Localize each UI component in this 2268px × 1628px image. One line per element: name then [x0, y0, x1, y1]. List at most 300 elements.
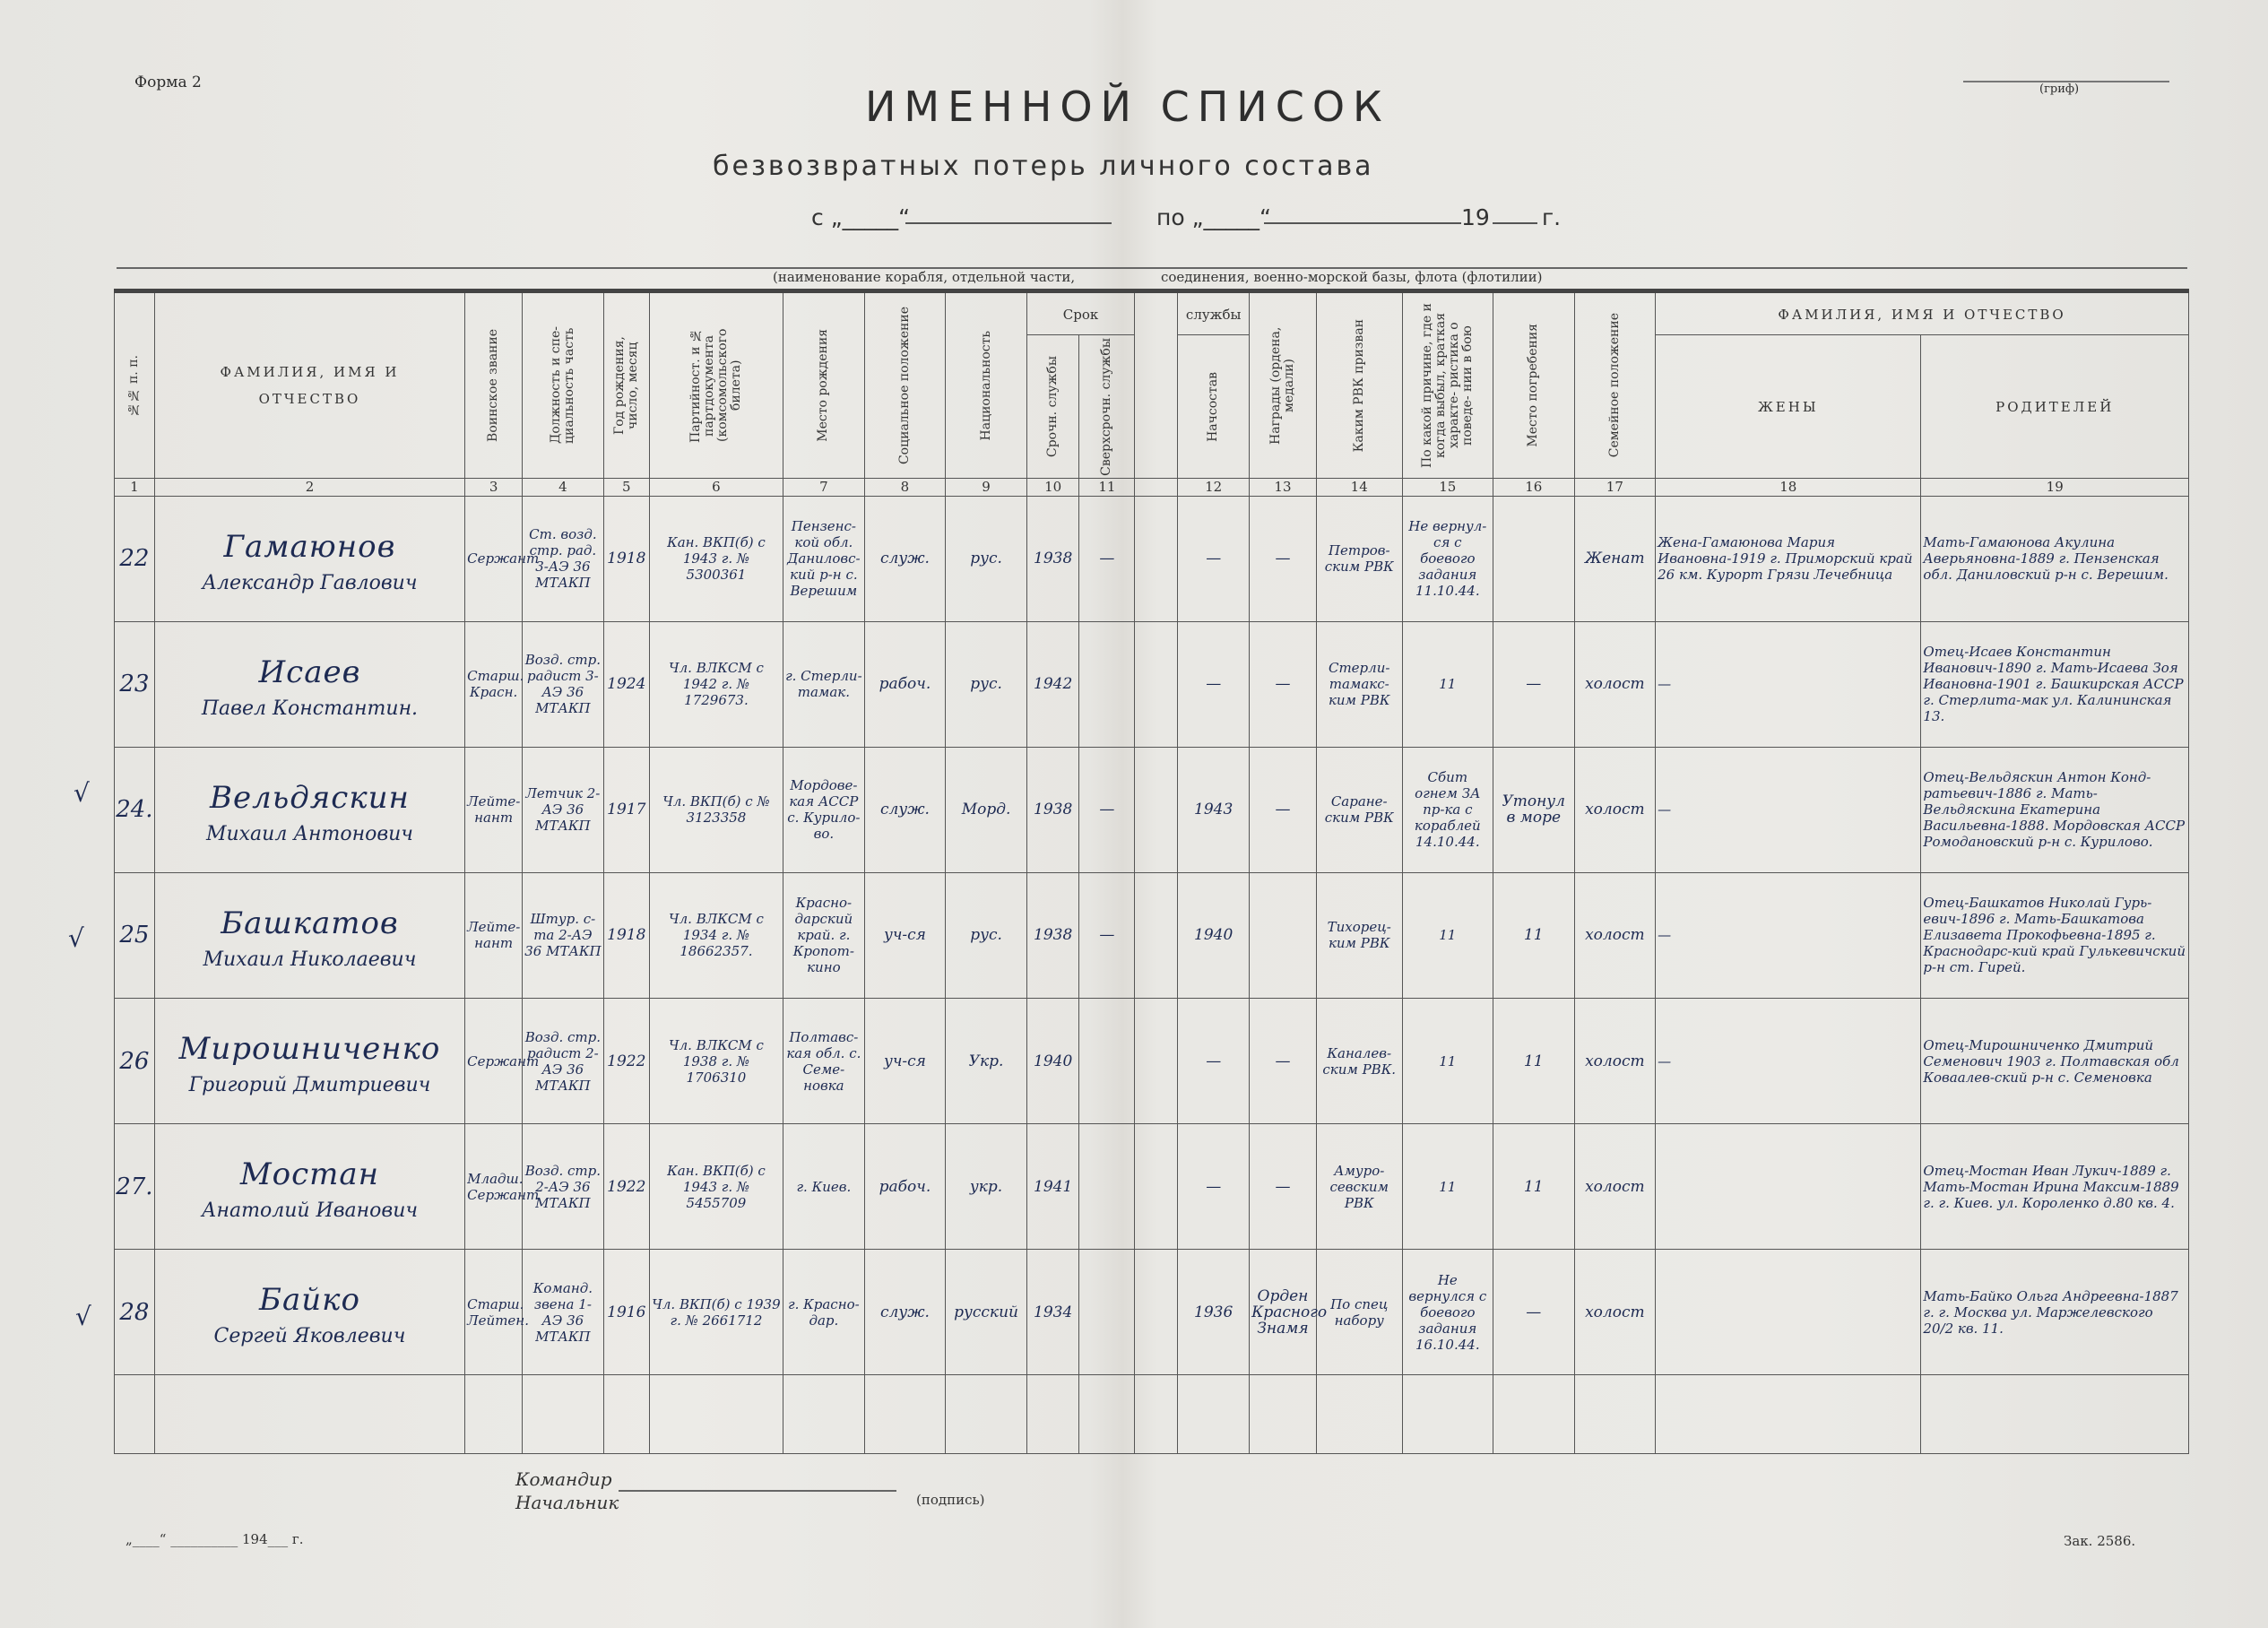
cell-sverh — [1079, 747, 1135, 872]
unit-caption-left: (наименование корабля, отдельной части, — [773, 269, 1076, 285]
table-row — [115, 496, 2189, 621]
cell-nach — [1178, 999, 1250, 1124]
table-row — [115, 1124, 2189, 1250]
cell-sverh — [1079, 621, 1135, 747]
col-nach-header: Начсостав — [1178, 335, 1250, 479]
cell-reason — [1402, 1124, 1493, 1250]
row-number-text: 28 — [119, 1298, 150, 1326]
awards-text: — — [1275, 1177, 1291, 1196]
cell-full-name — [154, 621, 464, 747]
cell-reason — [1402, 747, 1493, 872]
social-text: рабоч. — [879, 1177, 931, 1196]
srok-text: 1938 — [1034, 550, 1073, 568]
grif-caption: (гриф) — [2039, 82, 2080, 96]
col-party-header: Партийност. и № партдокумента (комсомольского билета) — [649, 291, 783, 479]
parents-text: Отец-Башкатов Николай Гурь-евич-1896 г. Мать-Башкатова Елизавета Прокофьевна-1895 г. Краснодарс-кий край Гулькевичский р-н ст. Гирей. — [1923, 895, 2186, 976]
cell-post — [523, 872, 604, 998]
cell-rank — [465, 872, 523, 998]
parents-text: Мать-Байко Ольга Андреевна-1887 г. г. Москва ул. Маржелевского 20/2 кв. 11. — [1923, 1287, 2178, 1337]
srok-text: 1940 — [1034, 1052, 1073, 1070]
col-rank-header: Воинское звание — [465, 291, 523, 479]
column-numbers-row: 1 2 3 4 5 6 7 8 9 10 11 12 13 14 15 16 17 18 19 — [115, 479, 2189, 497]
cell-birth-year — [603, 1250, 649, 1375]
chief-label: Начальник — [515, 1492, 619, 1513]
cell-reason — [1402, 496, 1493, 621]
srok-text: 1941 — [1034, 1177, 1073, 1196]
given-names: Михаил Николаевич — [203, 948, 417, 971]
reason-text: 11 — [1439, 1178, 1457, 1195]
cell-srok — [1026, 1250, 1079, 1375]
birthplace-text: Мордове-кая АССР с. Курило-во. — [787, 777, 861, 843]
form-number: Форма 2 — [134, 74, 202, 91]
cell-nach — [1178, 1124, 1250, 1250]
family-text: Женат — [1585, 550, 1645, 568]
cell-party — [649, 1250, 783, 1375]
nation-text: Морд. — [961, 801, 1011, 819]
cell-post — [523, 747, 604, 872]
surname: Башкатов — [221, 905, 399, 941]
cell-burial — [1493, 1250, 1574, 1375]
birthplace-text: г. Киев. — [796, 1178, 852, 1195]
family-text: холост — [1585, 926, 1645, 945]
signature-caption: (подпись) — [916, 1492, 985, 1508]
given-names: Анатолий Иванович — [201, 1199, 419, 1223]
social-text: служ. — [879, 550, 930, 568]
nation-text: Укр. — [968, 1052, 1004, 1070]
surname: Байко — [258, 1282, 360, 1319]
cell-sverh — [1079, 1124, 1135, 1250]
signature-line — [619, 1490, 896, 1492]
rvk-text: Саране-ским РВК — [1324, 793, 1394, 827]
cell-birthplace — [783, 747, 865, 872]
cell-awards — [1250, 747, 1317, 872]
cell-nach — [1178, 496, 1250, 621]
rvk-text: Петров-ским РВК — [1324, 542, 1394, 576]
cell-awards — [1250, 999, 1317, 1124]
cell-wife — [1656, 999, 1921, 1124]
family-text: холост — [1585, 675, 1645, 694]
sverh-text — [1079, 682, 1134, 686]
nach-text: — — [1206, 675, 1222, 694]
rvk-text: Стерли-тамакс-ким РВК — [1328, 660, 1390, 709]
party-text: Чл. ВЛКСМ с 1938 г. № 1706310 — [669, 1036, 764, 1086]
page-subtitle: безвозвратных потерь личного состава — [713, 151, 1374, 182]
parents-text: Отец-Мирошниченко Дмитрий Семенович 1903 г. Полтавская обл Коваалев-ский р-н с. Семеновка — [1923, 1036, 2179, 1086]
family-text: холост — [1585, 1177, 1645, 1196]
birth-year-text: 1916 — [607, 1303, 646, 1321]
date-to: по „_____“ — [1156, 204, 1271, 230]
cell-party — [649, 621, 783, 747]
cell-burial — [1493, 621, 1574, 747]
given-names: Павел Константин. — [201, 697, 419, 720]
post-text: Ст. возд. стр. рад. 3-АЭ 36 МТАКП — [529, 526, 597, 592]
rank-text: Лейте-нант — [467, 793, 521, 827]
row-number-text: 22 — [119, 545, 150, 573]
row-number-text: 27. — [116, 1173, 153, 1200]
cell-reason — [1402, 999, 1493, 1124]
burial-text: — — [1526, 1303, 1542, 1321]
cell-srok — [1026, 496, 1079, 621]
date-to-line — [1264, 222, 1461, 224]
burial-text: Утонул в море — [1502, 792, 1565, 827]
cell-reason — [1402, 1250, 1493, 1375]
social-text: уч-ся — [883, 1052, 926, 1070]
srok-text: 1942 — [1034, 675, 1073, 694]
table-row — [115, 747, 2189, 872]
cell-burial — [1493, 496, 1574, 621]
birth-year-text: 1922 — [607, 1052, 646, 1070]
cell-awards — [1250, 1250, 1328, 1375]
burial-text: 11 — [1523, 926, 1544, 945]
srok-text: 1934 — [1034, 1303, 1073, 1321]
cell-nation — [946, 1124, 1027, 1250]
nation-text: рус. — [970, 675, 1002, 694]
cell-gap — [1135, 999, 1178, 1124]
cell-row-number — [115, 747, 155, 872]
col-burial-header: Место погребения — [1493, 291, 1574, 479]
date-from-line — [905, 222, 1112, 224]
col-no-header: №№ п. п. — [115, 291, 155, 479]
cell-reason — [1402, 872, 1493, 998]
year-suffix: г. — [1542, 204, 1562, 230]
year-line — [1493, 222, 1537, 224]
given-names: Григорий Дмитриевич — [188, 1074, 431, 1097]
col-srok-header: Срок — [1026, 291, 1134, 335]
cell-sverh — [1079, 872, 1135, 998]
birth-year-text: 1922 — [607, 1177, 646, 1196]
cell-social — [864, 999, 946, 1124]
col-wife-header: ЖЕНЫ — [1656, 335, 1921, 479]
cell-srok — [1026, 747, 1079, 872]
burial-text: 11 — [1523, 1052, 1544, 1070]
cell-rvk — [1316, 496, 1402, 621]
sverh-text — [1079, 1185, 1134, 1189]
cell-rvk — [1316, 1124, 1402, 1250]
srok-text: 1938 — [1034, 926, 1073, 945]
losses-table — [114, 289, 2189, 1454]
rvk-text: Тихорец-ким РВК — [1327, 919, 1391, 952]
cell-srok — [1026, 999, 1079, 1124]
col-post-header: Должность и спе- циальность часть — [523, 291, 604, 479]
cell-burial — [1493, 872, 1574, 998]
cell-birth-year — [603, 999, 649, 1124]
col-fio-header: ФАМИЛИЯ, ИМЯ И ОТЧЕСТВО — [154, 291, 464, 479]
page-title: ИМЕННОЙ СПИСОК — [865, 82, 1390, 131]
order-number: Зак. 2586. — [2064, 1533, 2136, 1549]
commander-label: Командир — [515, 1468, 612, 1490]
social-text: служ. — [879, 801, 930, 819]
cell-srok — [1026, 621, 1079, 747]
awards-text: — — [1275, 1052, 1291, 1070]
cell-row-number — [115, 1250, 155, 1375]
sverh-text: — — [1099, 801, 1115, 819]
cell-birthplace — [783, 1250, 865, 1375]
surname: Мостан — [239, 1156, 380, 1193]
family-text: холост — [1585, 801, 1645, 819]
cell-awards — [1250, 1124, 1317, 1250]
post-text: Летчик 2-АЭ 36 МТАКП — [525, 785, 601, 835]
cell-nation — [946, 747, 1027, 872]
table-row — [115, 999, 2189, 1124]
cell-social — [864, 1250, 946, 1375]
post-text: Команд. звена 1-АЭ 36 МТАКП — [532, 1279, 593, 1345]
cell-full-name — [154, 999, 464, 1124]
rank-text: Лейте-нант — [467, 919, 521, 952]
cell-birthplace — [783, 1124, 865, 1250]
cell-gap — [1135, 621, 1178, 747]
birth-year-text: 1917 — [607, 801, 646, 819]
srok-text: 1938 — [1034, 801, 1073, 819]
col-nation-header: Национальность — [946, 291, 1027, 479]
col-reason-header: По какой причине, где и когда выбыл, краткая характе- ристика о поведе- нии в бою — [1402, 291, 1493, 479]
empty-row — [115, 1375, 2189, 1454]
cell-parents — [1921, 872, 2189, 998]
cell-wife — [1656, 1250, 1921, 1375]
cell-party — [649, 496, 783, 621]
cell-nation — [946, 1250, 1027, 1375]
cell-awards — [1250, 496, 1317, 621]
cell-rvk — [1316, 999, 1402, 1124]
surname: Вельдяскин — [209, 779, 410, 816]
col-family-header: Семейное положение — [1574, 291, 1656, 479]
row-number-text: 23 — [119, 671, 150, 698]
cell-gap — [1135, 747, 1178, 872]
cell-parents — [1921, 747, 2189, 872]
checkmark: √ — [68, 923, 84, 953]
cell-rank — [465, 621, 523, 747]
reason-text: Не вернул-ся с боевого задания 11.10.44. — [1408, 518, 1487, 600]
col-sluzhby-header: службы — [1178, 291, 1250, 335]
cell-burial — [1493, 999, 1574, 1124]
nation-text: рус. — [970, 926, 1002, 945]
cell-rank — [465, 1124, 540, 1250]
cell-rank — [465, 496, 540, 621]
rvk-text: Амуро-севским РВК — [1329, 1162, 1389, 1211]
birth-year-text: 1918 — [607, 926, 646, 945]
cell-nach — [1178, 872, 1250, 998]
cell-family — [1574, 1250, 1656, 1375]
col-birthplace-header: Место рождения — [783, 291, 865, 479]
cell-nach — [1178, 621, 1250, 747]
cell-rank — [465, 747, 523, 872]
cell-social — [864, 747, 946, 872]
party-text: Чл. ВКП(б) с № 3123358 — [662, 793, 770, 827]
cell-sverh — [1079, 1250, 1135, 1375]
cell-family — [1574, 1124, 1656, 1250]
party-text: Чл. ВЛКСМ с 1934 г. № 18662357. — [669, 911, 764, 960]
cell-birth-year — [603, 872, 649, 998]
surname: Мирошниченко — [178, 1031, 441, 1068]
col-parents-header: РОДИТЕЛЕЙ — [1921, 335, 2189, 479]
cell-family — [1574, 872, 1656, 998]
sverh-text — [1079, 1311, 1134, 1314]
reason-text: Не вернулся с боевого задания 16.10.44. — [1408, 1271, 1487, 1353]
cell-rvk — [1316, 621, 1402, 747]
birthplace-text: Полтавс-кая обл. с. Семе-новка — [786, 1028, 861, 1094]
cell-row-number — [115, 621, 155, 747]
burial-text: 11 — [1523, 1177, 1544, 1196]
cell-rank — [465, 1250, 529, 1375]
col-birthyear-header: Год рождения, число, месяц — [603, 291, 649, 479]
parents-text: Отец-Исаев Константин Иванович-1890 г. Мать-Исаева Зоя Ивановна-1901 г. Башкирская АССР г. Стерлита-мак ул. Калининская 13. — [1923, 644, 2184, 725]
cell-post — [523, 1250, 604, 1375]
nation-text: рус. — [970, 550, 1002, 568]
given-names: Михаил Антонович — [205, 822, 413, 845]
party-text: Чл. ВЛКСМ с 1942 г. № 1729673. — [669, 660, 764, 709]
cell-party — [649, 872, 783, 998]
birthplace-text: г. Стерли-тамак. — [785, 668, 862, 701]
cell-wife — [1656, 1124, 1921, 1250]
cell-post — [523, 621, 604, 747]
checkmark: √ — [75, 1302, 91, 1331]
birthplace-text: Красно-дарский край. г. Кропот-кино — [792, 895, 854, 976]
cell-social — [864, 496, 946, 621]
rvk-text: По спец набору — [1330, 1295, 1389, 1329]
rvk-text: Каналев-ским РВК. — [1322, 1044, 1397, 1078]
cell-birth-year — [603, 1124, 649, 1250]
sverh-text: — — [1099, 926, 1115, 945]
awards-text — [1250, 933, 1316, 937]
nation-text: русский — [954, 1303, 1018, 1321]
cell-family — [1574, 496, 1656, 621]
cell-parents — [1921, 496, 2189, 621]
burial-text — [1493, 557, 1574, 560]
col-awards-header: Награды (ордена, медали) — [1250, 291, 1317, 479]
col-sverh-header: Сверхсрочн. службы — [1079, 335, 1135, 479]
footer-date: „____“ __________ 194___ г. — [126, 1531, 304, 1547]
col-social-header: Социальное положение — [864, 291, 946, 479]
cell-srok — [1026, 1124, 1079, 1250]
table-body — [115, 496, 2189, 1375]
cell-parents — [1921, 999, 2189, 1124]
awards-text: Орден Красного Знамя — [1251, 1286, 1328, 1338]
cell-nach — [1178, 1250, 1250, 1375]
cell-row-number — [115, 496, 155, 621]
cell-burial — [1493, 747, 1574, 872]
wife-text: Жена-Гамаюнова Мария Ивановна-1919 г. Приморский край 26 км. Курорт Грязи Лечебница — [1658, 534, 1913, 584]
cell-social — [864, 872, 946, 998]
unit-caption-right: соединения, военно-морской базы, флота (флотилии) — [1161, 269, 1543, 285]
cell-nation — [946, 496, 1027, 621]
surname: Гамаюнов — [223, 528, 396, 565]
cell-party — [649, 1124, 783, 1250]
cell-sverh — [1079, 999, 1135, 1124]
cell-awards — [1250, 621, 1317, 747]
cell-row-number — [115, 999, 155, 1124]
awards-text: — — [1275, 675, 1291, 694]
cell-social — [864, 1124, 946, 1250]
reason-text: 11 — [1439, 676, 1457, 693]
cell-srok — [1026, 872, 1079, 998]
checkmark: √ — [74, 778, 90, 808]
wife-text: — — [1658, 927, 1672, 944]
year-prefix: 19 — [1461, 204, 1490, 230]
wife-text: — — [1658, 1052, 1672, 1069]
parents-text: Мать-Гамаюнова Акулина Аверьяновна-1889 г. Пензенская обл. Даниловский р-н с. Верешим. — [1923, 534, 2168, 584]
party-text: Кан. ВКП(б) с 1943 г. № 5455709 — [667, 1162, 766, 1211]
cell-wife — [1656, 621, 1921, 747]
row-number-text: 25 — [119, 922, 150, 949]
cell-birthplace — [783, 872, 865, 998]
birthplace-text: Пензенс-кой обл. Даниловс-кий р-н с. Верешим — [787, 518, 861, 600]
nach-text: — — [1206, 550, 1222, 568]
cell-full-name — [154, 747, 464, 872]
cell-birthplace — [783, 496, 865, 621]
social-text: рабоч. — [879, 675, 931, 694]
social-text: уч-ся — [883, 926, 926, 945]
cell-burial — [1493, 1124, 1574, 1250]
cell-rvk — [1316, 1250, 1402, 1375]
cell-nation — [946, 999, 1027, 1124]
nach-text: 1943 — [1194, 801, 1234, 819]
cell-party — [649, 999, 783, 1124]
cell-rank — [465, 999, 540, 1124]
cell-rvk — [1316, 747, 1402, 872]
post-text: Штур. с-та 2-АЭ 36 МТАКП — [524, 911, 602, 960]
col-srochn-header: Срочн. службы — [1026, 335, 1079, 479]
family-text: холост — [1585, 1303, 1645, 1321]
wife-text — [1656, 1311, 1920, 1314]
rank-text: Старш. Лейтен. — [467, 1295, 529, 1329]
cell-full-name — [154, 872, 464, 998]
sverh-text — [1079, 1060, 1134, 1063]
cell-gap — [1135, 872, 1178, 998]
rank-text: Сержант — [467, 1052, 540, 1069]
reason-text: 11 — [1439, 1052, 1457, 1069]
party-text: Чл. ВКП(б) с 1939 г. № 2661712 — [652, 1295, 781, 1329]
cell-family — [1574, 999, 1656, 1124]
post-text: Возд. стр. 2-АЭ 36 МТАКП — [524, 1162, 602, 1211]
cell-wife — [1656, 747, 1921, 872]
awards-text: — — [1275, 801, 1291, 819]
rank-text: Сержант — [467, 550, 540, 567]
cell-row-number — [115, 872, 155, 998]
cell-party — [649, 747, 783, 872]
post-text: Возд. стр. радист 2-АЭ 36 МТАКП — [524, 1028, 602, 1094]
col-rvk-header: Каким РВК призван — [1316, 291, 1402, 479]
parents-text: Отец-Мостан Иван Лукич-1889 г. Мать-Мостан Ирина Максим-1889 г. г. Киев. ул. Короленко д.80 кв. 4. — [1923, 1162, 2179, 1211]
given-names: Александр Гавлович — [202, 571, 418, 594]
given-names: Сергей Яковлевич — [213, 1325, 406, 1348]
cell-gap — [1135, 1124, 1178, 1250]
cell-wife — [1656, 496, 1921, 621]
cell-parents — [1921, 1250, 2189, 1375]
cell-birth-year — [603, 747, 649, 872]
birth-year-text: 1918 — [607, 550, 646, 568]
nach-text: — — [1206, 1177, 1222, 1196]
family-text: холост — [1585, 1052, 1645, 1070]
cell-wife — [1656, 872, 1921, 998]
cell-parents — [1921, 1124, 2189, 1250]
awards-text: — — [1275, 550, 1291, 568]
sverh-text: — — [1099, 550, 1115, 568]
post-text: Возд. стр. радист 3-АЭ 36 МТАКП — [524, 652, 602, 717]
cell-row-number — [115, 1124, 155, 1250]
reason-text: Сбит огнем ЗА пр-ка с кораблей 14.10.44. — [1414, 769, 1481, 851]
rank-text: Старш. Красн. — [467, 668, 524, 701]
row-number-text: 24. — [116, 796, 153, 824]
parents-text: Отец-Вельдяскин Антон Конд-ратьевич-1886 г. Мать-Вельдяскина Екатерина Васильевна-1888. Мордовская АССР Ромодановский р-н с. Курилово. — [1923, 769, 2186, 851]
cell-gap — [1135, 1250, 1178, 1375]
nach-text: — — [1206, 1052, 1222, 1070]
nach-text: 1936 — [1194, 1303, 1234, 1321]
date-from: с „_____“ — [811, 204, 911, 230]
wife-text — [1656, 1185, 1920, 1189]
cell-full-name — [154, 496, 464, 621]
cell-post — [523, 1124, 604, 1250]
cell-birthplace — [783, 999, 865, 1124]
social-text: служ. — [879, 1303, 930, 1321]
